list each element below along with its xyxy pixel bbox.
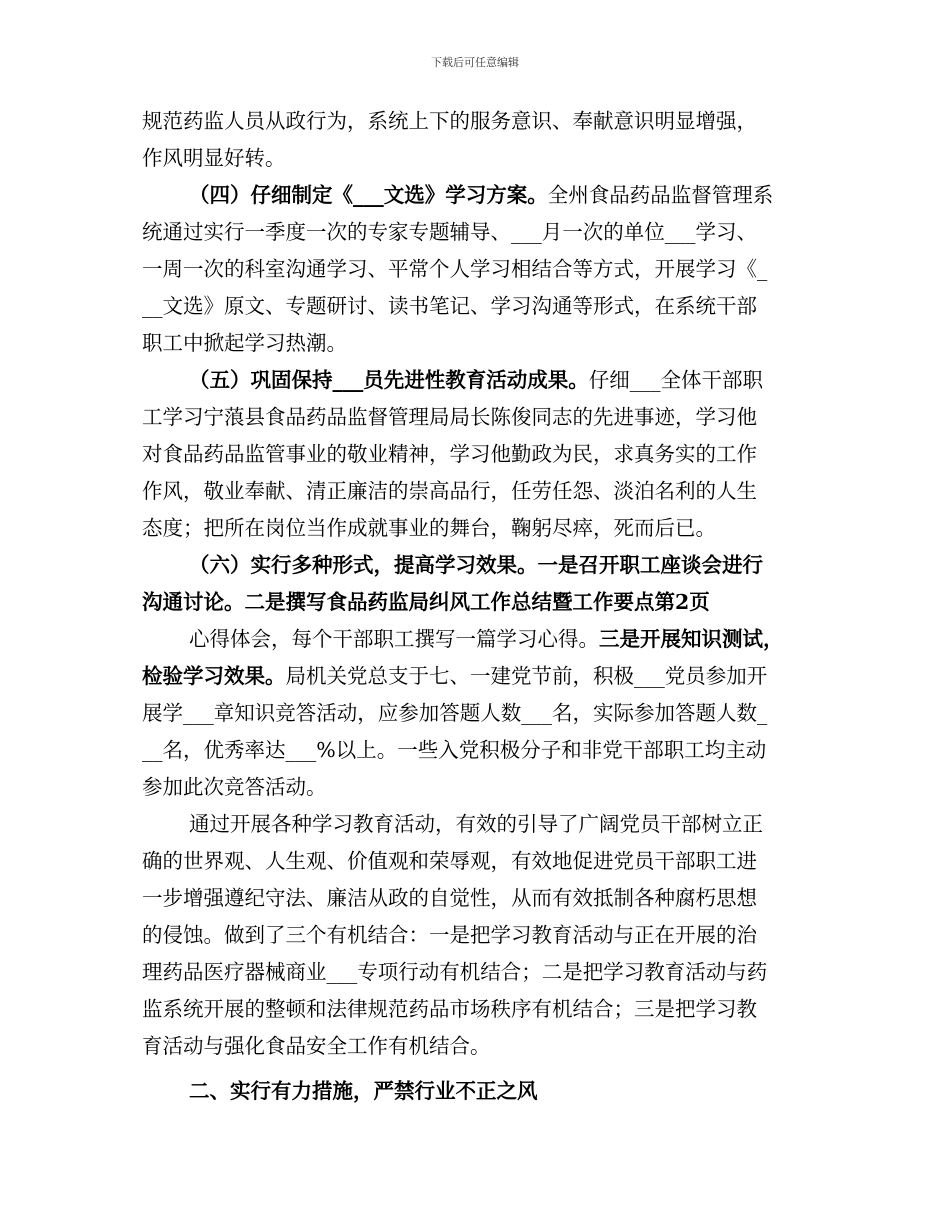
text-line: 育活动与强化食品安全工作有机结合。 [142,1034,491,1058]
text-line: 规范药监人员从政行为，系统上下的服务意识、奉献意识明显增强， [142,109,757,133]
text-line: __名，优秀率达___%以上。一些入党积极分子和非党干部职工均主动 [142,738,767,762]
paragraph-section-4 [142,177,812,362]
text-line: 对食品药品监管事业的敬业精神，学习他勤政为民，求真务实的工作 [142,442,757,466]
text-line: 检验学习效果。局机关党总支于七、一建党节前，积极___党员参加开 [142,664,768,688]
text-line: 作风，敬业奉献、清正廉洁的崇高品行，任劳任怨、淡泊名利的人生 [142,479,757,503]
text-line: 作风明显好转。 [142,146,286,170]
paragraph-summary [142,806,812,1065]
text-line: 通过开展各种学习教育活动，有效的引导了广阔党员干部树立正 [189,812,763,836]
section-2-heading [142,1073,812,1110]
text-line: 一周一次的科室沟通学习、平常个人学习相结合等方式，开展学习《_ [142,257,768,281]
text-line: 态度；把所在岗位当作成就事业的舞台，鞠躬尽瘁，死而后已。 [142,516,716,540]
text-line: （五）巩固保持___员先进性教育活动成果。仔细___全体干部职 [189,368,763,392]
paragraph-continuation [142,103,812,177]
document-body [142,103,812,1110]
section-heading: （四）仔细制定《___文选》学习方案。 [189,183,548,207]
text-line: __文选》原文、专题研讨、读书笔记、学习沟通等形式，在系统干部 [142,294,757,318]
paragraph-section-6-continued [142,621,812,806]
paragraph-section-6 [142,547,812,621]
text-line: 理药品医疗器械商业___专项行动有机结合；二是把学习教育活动与药 [142,960,768,984]
text-line: 监系统开展的整顿和法律规范药品市场秩序有机结合；三是把学习教 [142,997,757,1021]
text-line: 沟通讨论。二是撰写食品药监局纠风工作总结暨工作要点第2页 [142,590,710,614]
text-line: 心得体会，每个干部职工撰写一篇学习心得。三是开展知识测试， [189,627,784,651]
paragraph-section-5 [142,362,812,547]
section-heading: 二、实行有力措施，严禁行业不正之风 [189,1079,538,1103]
section-heading: （五）巩固保持___员先进性教育活动成果。 [189,368,589,392]
text-line: 展学___章知识竞答活动，应参加答题人数___名，实际参加答题人数_ [142,701,768,725]
text-line: 的侵蚀。做到了三个有机结合：一是把学习教育活动与正在开展的治 [142,923,757,947]
text-line: 参加此次竞答活动。 [142,775,327,799]
text-line: 一步增强遵纪守法、廉洁从政的自觉性，从而有效抵制各种腐朽思想 [142,886,757,910]
section-heading: （六）实行多种形式，提高学习效果。一是召开职工座谈会进行 [189,553,763,577]
text-line: 统通过实行一季度一次的专家专题辅导、___月一次的单位___学习、 [142,220,757,244]
text-line: 确的世界观、人生观、价值观和荣辱观，有效地促进党员干部职工进 [142,849,757,873]
text-line [142,547,812,584]
text-line [142,1073,812,1110]
text-line: 工学习宁蒗县食品药品监督管理局局长陈俊同志的先进事迹，学习他 [142,405,757,429]
text-line: （四）仔细制定《___文选》学习方案。全州食品药品监督管理系 [189,183,774,207]
page-header: 下载后可任意编辑 [431,56,519,69]
spacer [142,1065,812,1073]
text-line: 职工中掀起学习热潮。 [142,331,347,355]
